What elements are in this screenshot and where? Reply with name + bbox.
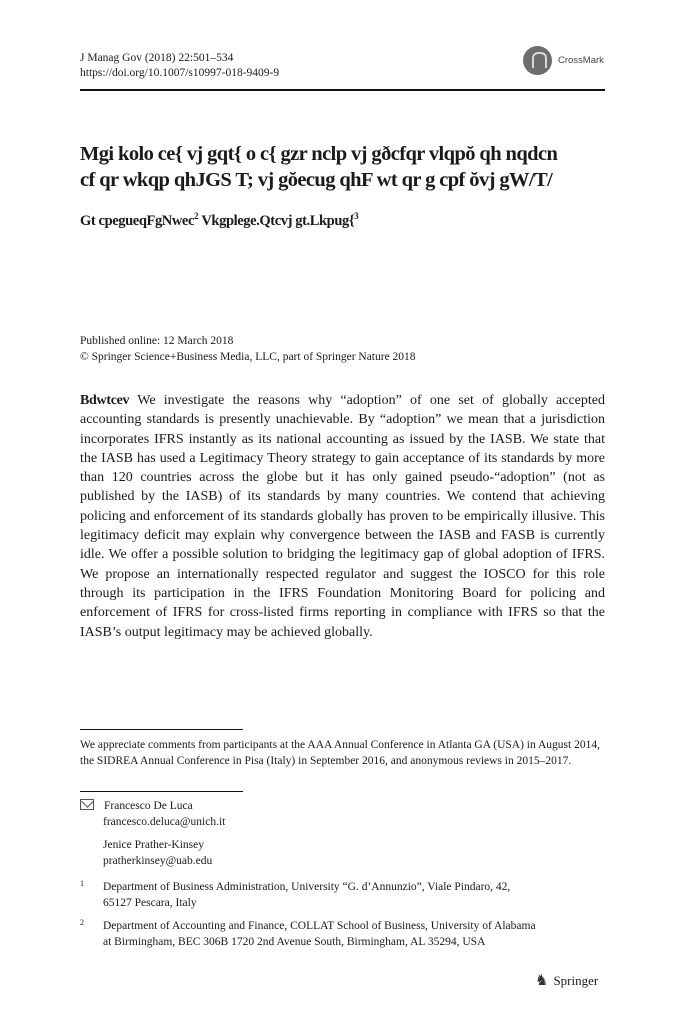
- publisher-name: Springer: [553, 972, 599, 988]
- affiliation-1-number: 1: [80, 879, 84, 888]
- author-list: [80, 211, 358, 230]
- affiliation-1-line-2: 65127 Pescara, Italy: [103, 897, 197, 909]
- affiliation-2: [80, 918, 605, 950]
- crossmark-icon: [523, 46, 552, 75]
- crossmark-badge[interactable]: [523, 44, 615, 76]
- header-rule: [80, 89, 605, 91]
- title-line-2: cf qr wkqp qhJGS T; vj gŏecug qhF wt qr g cpf ŏvj gW/T/: [80, 169, 553, 191]
- crossmark-label: CrossMark: [558, 54, 604, 66]
- correspondence-block: [80, 798, 225, 869]
- journal-citation: J Manag Gov (2018) 22:501–534: [80, 52, 234, 64]
- author-2-contact-name: Jenice Prather-Kinsey: [103, 839, 204, 851]
- affiliation-2-line-2: at Birmingham, BEC 306B 1720 2nd Avenue South, Birmingham, AL 35294, USA: [103, 936, 486, 948]
- affiliation-1: [80, 879, 605, 911]
- journal-info: [80, 51, 279, 81]
- article-title: [80, 141, 620, 193]
- springer-horse-icon: ♞: [535, 973, 549, 989]
- author-2-email[interactable]: pratherkinsey@uab.edu: [103, 855, 213, 867]
- corresponding-author-name: Francesco De Luca: [104, 800, 193, 812]
- author-1-affiliation: 2: [194, 211, 199, 221]
- author-2-affiliation: 3: [354, 211, 359, 221]
- doi-link[interactable]: https://doi.org/10.1007/s10997-018-9409-9: [80, 67, 280, 79]
- affiliation-2-line-1: Department of Accounting and Finance, COLLAT School of Business, University of Alabama: [103, 920, 536, 932]
- copyright-notice: © Springer Science+Business Media, LLC, part of Springer Nature 2018: [80, 351, 416, 363]
- envelope-icon: [80, 799, 94, 810]
- springer-logo: [535, 971, 598, 990]
- corresponding-author-email[interactable]: francesco.deluca@unich.it: [103, 816, 226, 828]
- abstract: [80, 391, 605, 642]
- abstract-text: We investigate the reasons why “adoption” of one set of globally accepted accounting standards is presently unachievable. By “adoption” we mean that a jurisdiction incorporates IFRS instantly as its national accounting as issued by the IASB. We state that the IASB has used a Legitimacy Theory strategy to gain acceptance of its standards by more than 120 countries across the globe but it has only gained pseudo-“adoption” (not as published by the IASB) of its standards by many countries. We contend that achieving policing and enforcement of its standards globally has proven to be empirically illusive. This legitimacy deficit may explain why convergence between the IASB and FASB is currently idle. We offer a possible solution to bridging the legitimacy gap of global adoption of IFRS. We propose an internationally respected regulator and suggest the IOSCO for this role through its participation in the IFRS Foundation Monitoring Board for policing and enforcement of IFRS for cross-listed firms reporting in compliance with IFRS so that the IASB’s output legitimacy may be achieved globally.: [80, 393, 605, 640]
- acknowledgement: We appreciate comments from participants at the AAA Annual Conference in Atlanta GA (USA) in August 2014, the SIDREA Annual Conference in Pisa (Italy) in September 2016, and anonymous reviews in 2015–2017.: [80, 739, 600, 767]
- title-line-1: Mgi kolo ce{ vj gqt{ o c{ gzr nclp vj gðcfqr vlqpŏ qh nqdcn: [80, 143, 558, 165]
- published-date: Published online: 12 March 2018: [80, 335, 234, 347]
- footnote-rule-2: [80, 791, 243, 792]
- publication-info: [80, 333, 416, 365]
- author-1-name: Gt cpegueqFgNwec: [80, 212, 195, 229]
- abstract-label: Bdwtcev: [80, 393, 130, 408]
- affiliation-1-line-1: Department of Business Administration, University “G. d’Annunzio”, Viale Pindaro, 42,: [103, 881, 511, 893]
- author-2-name: Vkgplege.Qtcvj gt.Lkpug{: [201, 212, 355, 229]
- footnote-rule: [80, 729, 243, 730]
- affiliation-2-number: 2: [80, 918, 84, 927]
